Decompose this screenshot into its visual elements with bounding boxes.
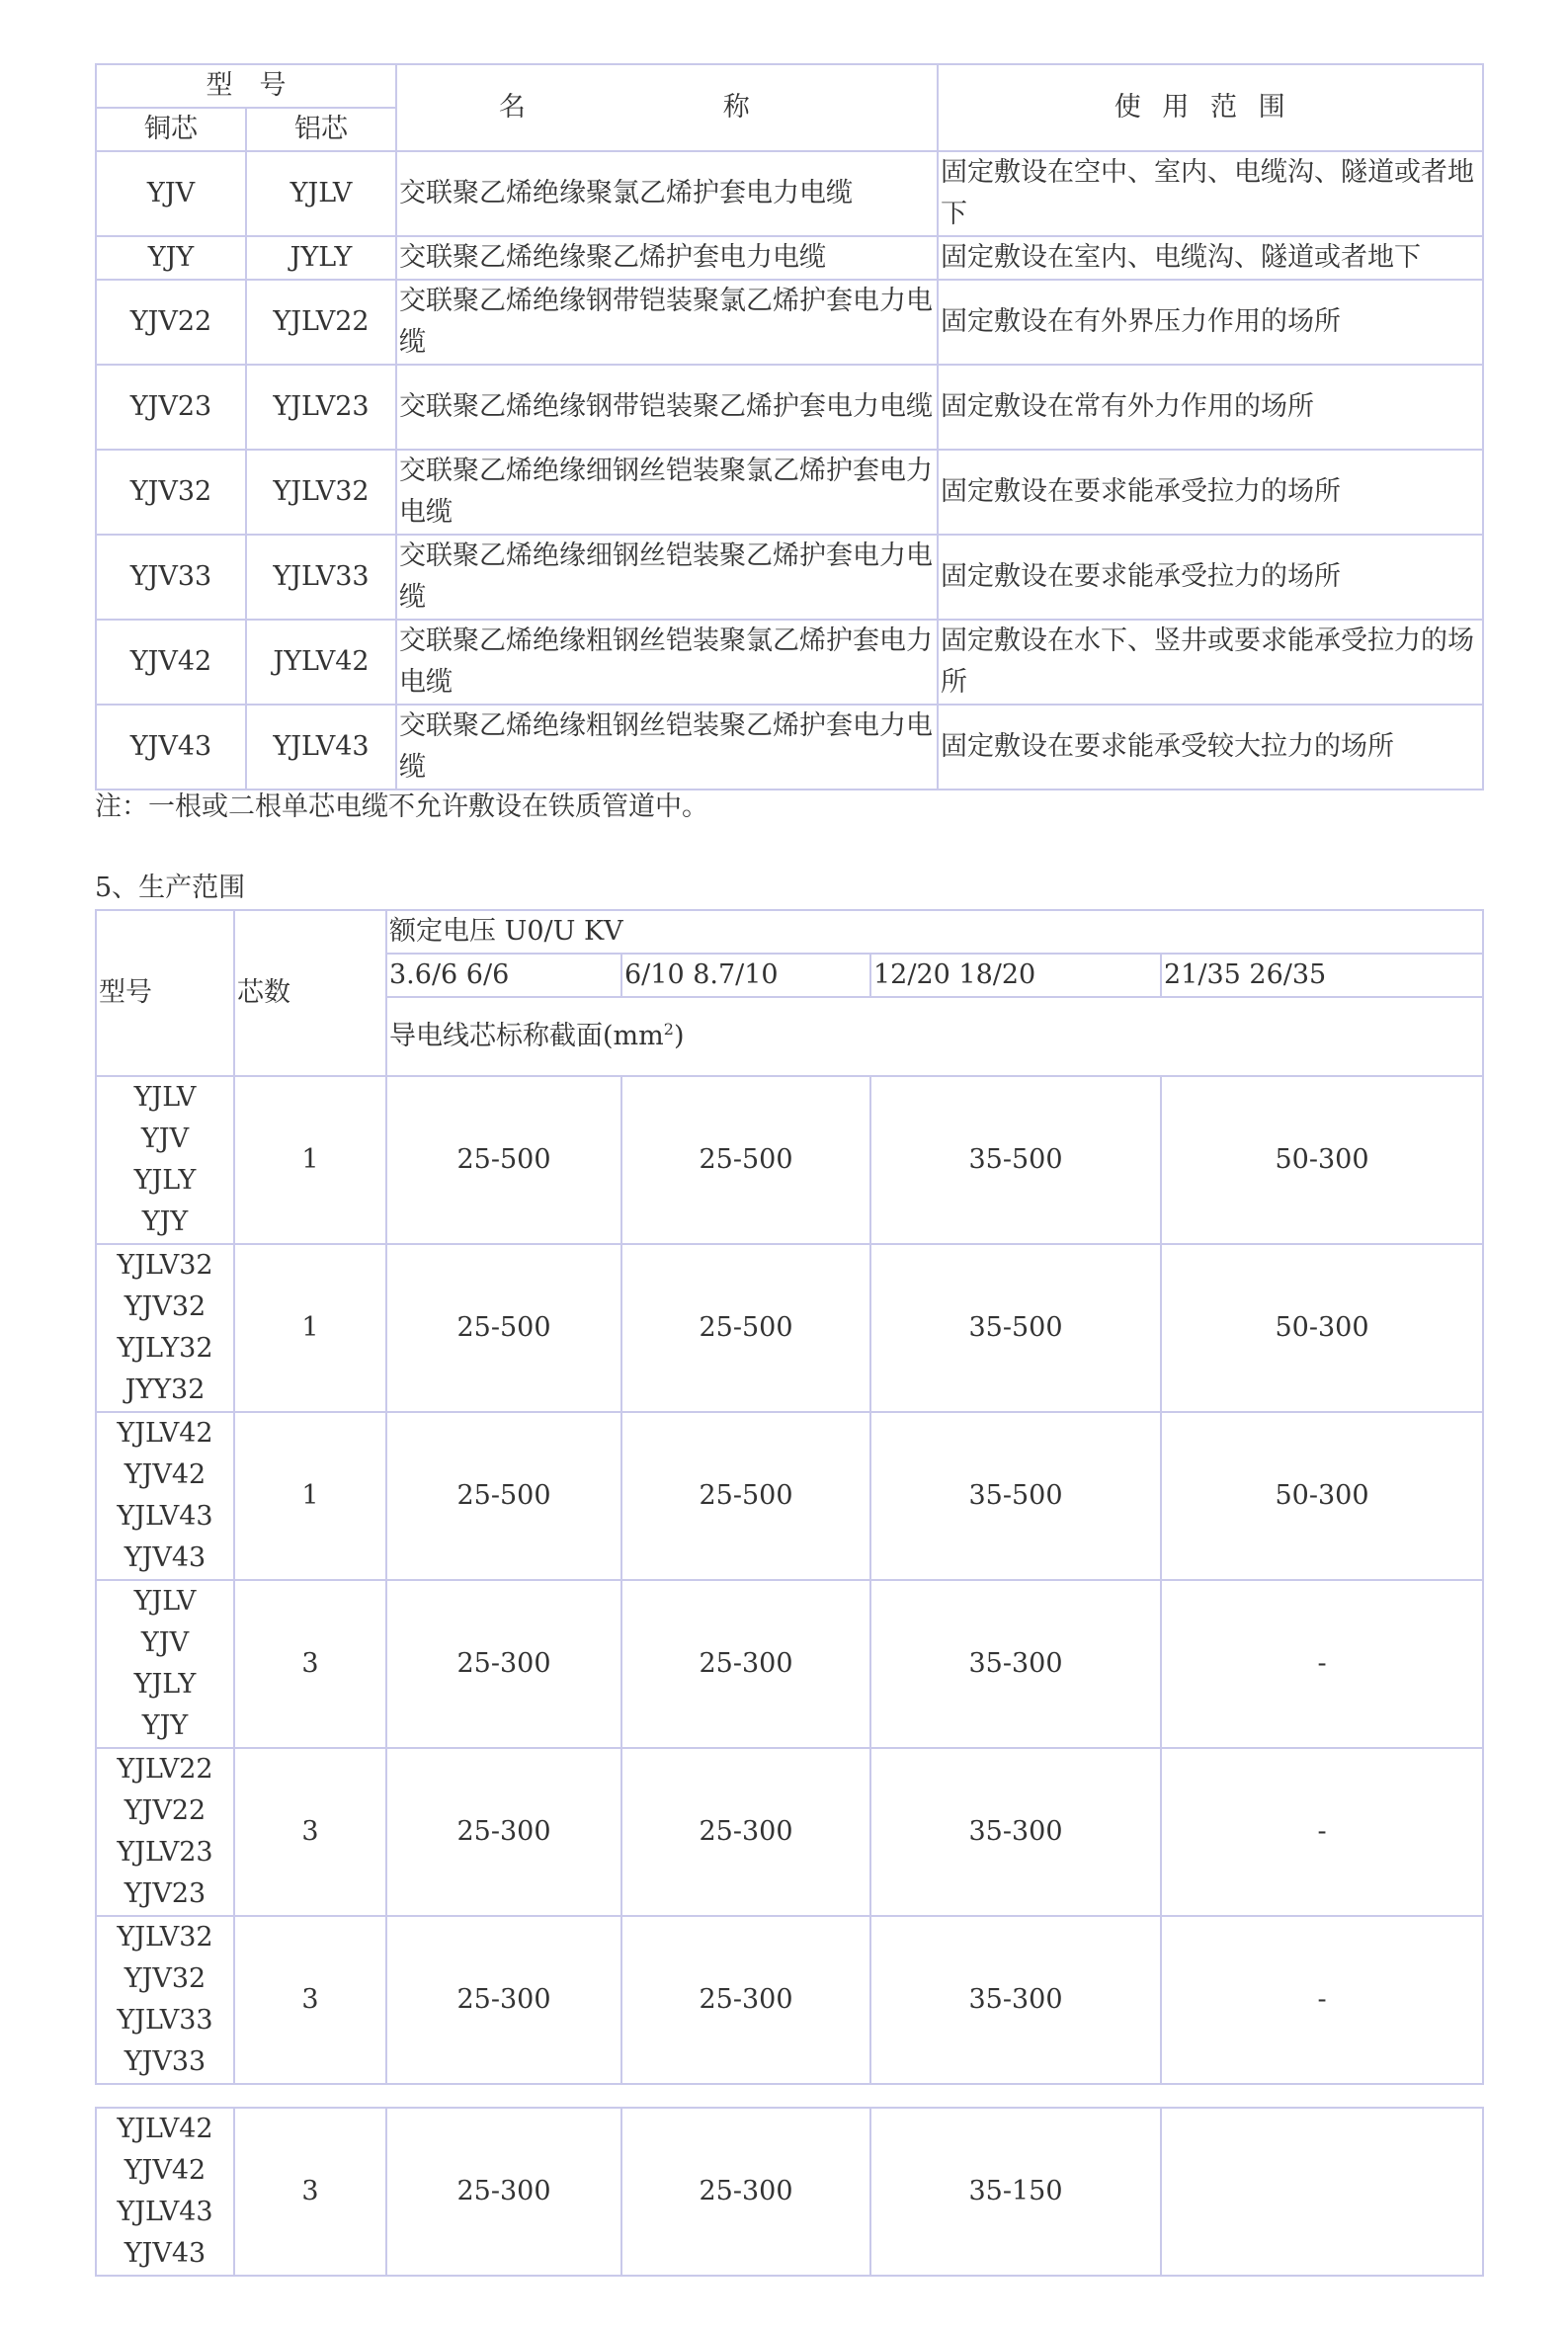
range-v4: 50-300 [1161,1412,1483,1580]
core-count: 3 [234,1580,386,1748]
aluminum-model: YJLV22 [246,280,396,365]
model-list: YJLV22 YJV22 YJLV23 YJV23 [96,1748,234,1916]
range-v1: 25-300 [386,1580,621,1748]
range-v4: 50-300 [1161,1076,1483,1244]
range-v2: 25-500 [621,1244,870,1412]
cable-name: 交联聚乙烯绝缘粗钢丝铠装聚乙烯护套电力电缆 [396,705,938,790]
table-row [96,1244,1483,1412]
core-count: 3 [234,2108,386,2276]
cable-name: 交联聚乙烯绝缘聚氯乙烯护套电力电缆 [396,151,938,236]
range-v3: 35-300 [870,1580,1161,1748]
header-copper: 铜芯 [96,108,246,151]
copper-model: YJV23 [96,365,246,450]
copper-model: YJY [96,236,246,280]
model-list: YJLV YJV YJLY YJY [96,1580,234,1748]
range-v1: 25-500 [386,1076,621,1244]
cross-section-label: 导电线芯标称截面(mm [389,1021,664,1051]
aluminum-model: YJLV43 [246,705,396,790]
cable-name: 交联聚乙烯绝缘钢带铠装聚氯乙烯护套电力电缆 [396,280,938,365]
cable-name: 交联聚乙烯绝缘粗钢丝铠装聚氯乙烯护套电力电缆 [396,620,938,705]
range-v1: 25-500 [386,1244,621,1412]
header-cores: 芯数 [234,910,386,1076]
aluminum-model: YJLV23 [246,365,396,450]
header-aluminum: 铝芯 [246,108,396,151]
copper-model: YJV42 [96,620,246,705]
core-count: 3 [234,1748,386,1916]
range-v3: 35-300 [870,1916,1161,2084]
model-list: YJLV32 YJV32 YJLV33 YJV33 [96,1916,234,2084]
cable-name: 交联聚乙烯绝缘聚乙烯护套电力电缆 [396,236,938,280]
copper-model: YJV43 [96,705,246,790]
range-v1: 25-300 [386,1916,621,2084]
table-row [96,620,1483,705]
copper-model: YJV33 [96,535,246,620]
usage-range: 固定敷设在要求能承受拉力的场所 [938,450,1483,535]
usage-range: 固定敷设在水下、竖井或要求能承受拉力的场所 [938,620,1483,705]
table-row [96,236,1483,280]
header-usage: 使用范围 [938,64,1483,151]
core-count: 3 [234,1916,386,2084]
table-row [96,535,1483,620]
range-v3: 35-300 [870,1748,1161,1916]
table-note: 注：一根或二根单芯电缆不允许敷设在铁质管道中。 [95,791,708,822]
header-cross-section [386,997,1483,1076]
range-v3: 35-150 [870,2108,1161,2276]
table-row [96,1076,1483,1244]
range-v4: - [1161,1748,1483,1916]
table-row [96,2108,1483,2276]
copper-model: YJV [96,151,246,236]
production-range-table-continued [95,2107,1484,2277]
usage-range: 固定敷设在常有外力作用的场所 [938,365,1483,450]
section-title: 5、生产范围 [95,873,246,903]
aluminum-model: YJLV [246,151,396,236]
aluminum-model: JYLV42 [246,620,396,705]
cross-section-close: ) [673,1021,685,1051]
range-v3: 35-500 [870,1244,1161,1412]
copper-model: YJV32 [96,450,246,535]
usage-range: 固定敷设在室内、电缆沟、隧道或者地下 [938,236,1483,280]
range-v4: 50-300 [1161,1244,1483,1412]
header-voltage-1: 3.6/6 6/6 [386,954,621,997]
range-v4: - [1161,1916,1483,2084]
core-count: 1 [234,1076,386,1244]
usage-range: 固定敷设在有外界压力作用的场所 [938,280,1483,365]
cable-name: 交联聚乙烯绝缘钢带铠装聚乙烯护套电力电缆 [396,365,938,450]
usage-range: 固定敷设在要求能承受拉力的场所 [938,535,1483,620]
range-v4: - [1161,1580,1483,1748]
cable-name: 交联聚乙烯绝缘细钢丝铠装聚乙烯护套电力电缆 [396,535,938,620]
header-voltage-2: 6/10 8.7/10 [621,954,870,997]
usage-range: 固定敷设在要求能承受较大拉力的场所 [938,705,1483,790]
table-row [96,1580,1483,1748]
header-model: 型 号 [96,64,396,108]
range-v2: 25-300 [621,1916,870,2084]
range-v2: 25-300 [621,1580,870,1748]
range-v2: 25-300 [621,2108,870,2276]
table-row [96,365,1483,450]
header-name: 名 称 [396,64,938,151]
header-model: 型号 [96,910,234,1076]
range-v2: 25-300 [621,1748,870,1916]
range-v3: 35-500 [870,1412,1161,1580]
aluminum-model: YJLV32 [246,450,396,535]
range-v4 [1161,2108,1483,2276]
core-count: 1 [234,1412,386,1580]
range-v1: 25-300 [386,2108,621,2276]
model-list: YJLV32 YJV32 YJLY32 JYY32 [96,1244,234,1412]
aluminum-model: YJLV33 [246,535,396,620]
range-v2: 25-500 [621,1076,870,1244]
header-voltage-3: 12/20 18/20 [870,954,1161,997]
table-row [96,1748,1483,1916]
range-v1: 25-300 [386,1748,621,1916]
table-row [96,1412,1483,1580]
cable-name: 交联聚乙烯绝缘细钢丝铠装聚氯乙烯护套电力电缆 [396,450,938,535]
table-row [96,1916,1483,2084]
usage-range: 固定敷设在空中、室内、电缆沟、隧道或者地下 [938,151,1483,236]
cable-model-table [95,63,1484,790]
copper-model: YJV22 [96,280,246,365]
table-row [96,705,1483,790]
table-row [96,450,1483,535]
range-v1: 25-500 [386,1412,621,1580]
header-rated-voltage: 额定电压 U0/U KV [386,910,1483,954]
cross-section-unit-exp: 2 [663,1020,674,1039]
range-v3: 35-500 [870,1076,1161,1244]
model-list: YJLV YJV YJLY YJY [96,1076,234,1244]
table-row [96,280,1483,365]
model-list: YJLV42 YJV42 YJLV43 YJV43 [96,1412,234,1580]
production-range-table [95,909,1484,2085]
core-count: 1 [234,1244,386,1412]
header-voltage-4: 21/35 26/35 [1161,954,1483,997]
table-row [96,151,1483,236]
model-list: YJLV42 YJV42 YJLV43 YJV43 [96,2108,234,2276]
aluminum-model: JYLY [246,236,396,280]
range-v2: 25-500 [621,1412,870,1580]
